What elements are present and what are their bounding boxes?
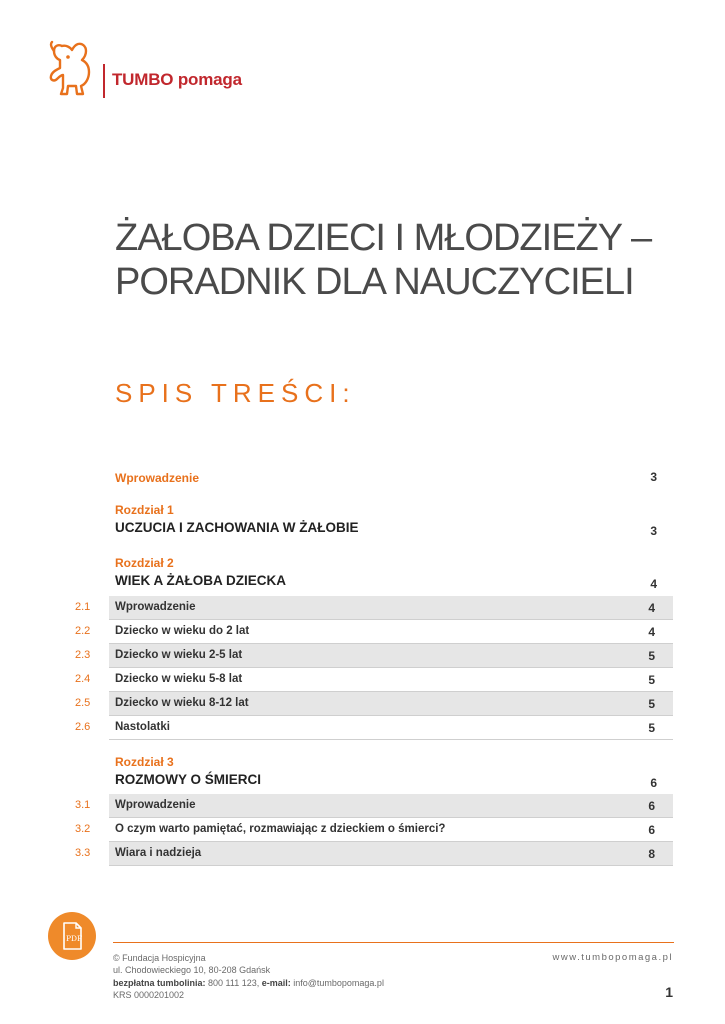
document-title — [115, 216, 651, 304]
table-row[interactable] — [75, 716, 673, 740]
subsection-label: Dziecko w wieku do 2 lat — [115, 625, 250, 637]
table-row[interactable] — [75, 596, 673, 620]
subsection-page: 6 — [648, 823, 655, 837]
subsection-label: Dziecko w wieku 8-12 lat — [115, 697, 249, 709]
table-row[interactable] — [75, 644, 673, 668]
footer-org: © Fundacja Hospicyjna — [113, 953, 206, 963]
table-row[interactable] — [75, 842, 673, 866]
toc-heading: SPIS TREŚCI: — [115, 378, 356, 408]
subsection-number: 2.2 — [75, 625, 91, 637]
page-number: 1 — [665, 984, 673, 1000]
pdf-icon-label: PDF — [66, 934, 83, 943]
title-line-2: PORADNIK DLA NAUCZYCIELI — [115, 261, 634, 303]
chapter-2-title: WIEK A ŻAŁOBA DZIECKA — [115, 573, 286, 588]
pdf-icon[interactable] — [48, 912, 96, 960]
subsection-label: Dziecko w wieku 2-5 lat — [115, 649, 243, 661]
subsection-number: 3.2 — [75, 823, 91, 835]
table-row[interactable] — [75, 668, 673, 692]
footer-hotline-line — [113, 977, 384, 989]
subsection-page: 8 — [648, 847, 655, 861]
toc-entry-intro[interactable] — [115, 469, 657, 487]
logo-suffix: pomaga — [173, 70, 242, 89]
subsection-label: Dziecko w wieku 5-8 lat — [115, 673, 243, 685]
table-row[interactable] — [75, 794, 673, 818]
footer-address: ul. Chodowieckiego 10, 80-208 Gdańsk — [113, 965, 271, 976]
email-label: e-mail: — [261, 977, 291, 988]
pdf-document-icon — [48, 912, 96, 960]
chapter-1-label: Rozdział 1 — [115, 503, 174, 517]
table-row[interactable] — [75, 692, 673, 716]
subsection-page: 5 — [648, 673, 655, 687]
logo-brand: TUMBO — [112, 70, 174, 89]
logo-text — [112, 70, 242, 90]
table-row[interactable] — [75, 818, 673, 842]
toc-chapter-1[interactable] — [115, 503, 657, 538]
subsection-number: 3.3 — [75, 847, 91, 859]
chapter-2-label: Rozdział 2 — [115, 556, 174, 570]
footer-krs: KRS 0000201002 — [113, 989, 185, 1000]
chapter-3-page: 6 — [650, 776, 657, 790]
footer-contact — [113, 952, 384, 1001]
subsection-page: 4 — [648, 601, 655, 615]
logo-divider — [103, 64, 105, 98]
subsection-label: O czym warto pamiętać, rozmawiając z dzieckiem o śmierci? — [115, 823, 446, 835]
subsection-number: 3.1 — [75, 799, 91, 811]
chapter-3-title: ROZMOWY O ŚMIERCI — [115, 772, 262, 787]
subsection-page: 5 — [648, 721, 655, 735]
chapter-3-label: Rozdział 3 — [115, 755, 174, 769]
subsection-page: 5 — [648, 649, 655, 663]
intro-page: 3 — [650, 470, 657, 484]
title-line-1: ŻAŁOBA DZIECI I MŁODZIEŻY – — [115, 217, 652, 259]
subsection-number: 2.6 — [75, 721, 91, 733]
toc-chapter-2[interactable] — [115, 556, 657, 591]
subsection-label: Wprowadzenie — [115, 799, 196, 811]
chapter-3-subsections — [75, 794, 673, 866]
subsection-label: Wiara i nadzieja — [115, 847, 202, 859]
footer-url[interactable]: www.tumbopomaga.pl — [552, 952, 673, 963]
intro-label: Wprowadzenie — [115, 471, 200, 485]
chapter-1-title: UCZUCIA I ZACHOWANIA W ŻAŁOBIE — [115, 520, 359, 535]
subsection-page: 6 — [648, 799, 655, 813]
subsection-number: 2.1 — [75, 601, 91, 613]
subsection-label: Wprowadzenie — [115, 601, 196, 613]
email-address[interactable]: info@tumbopomaga.pl — [290, 977, 384, 988]
hotline-label: bezpłatna tumbolinia: — [113, 977, 206, 988]
footer-divider — [113, 942, 674, 943]
elephant-icon — [48, 40, 96, 98]
subsection-number: 2.5 — [75, 697, 91, 709]
subsection-number: 2.4 — [75, 673, 91, 685]
toc-chapter-3[interactable] — [115, 755, 657, 790]
hotline-number: 800 111 123, — [205, 977, 262, 988]
chapter-2-page: 4 — [650, 577, 657, 591]
chapter-1-page: 3 — [650, 524, 657, 538]
table-row[interactable] — [75, 620, 673, 644]
subsection-page: 5 — [648, 697, 655, 711]
subsection-label: Nastolatki — [115, 721, 170, 733]
chapter-2-subsections — [75, 596, 673, 740]
subsection-page: 4 — [648, 625, 655, 639]
subsection-number: 2.3 — [75, 649, 91, 661]
